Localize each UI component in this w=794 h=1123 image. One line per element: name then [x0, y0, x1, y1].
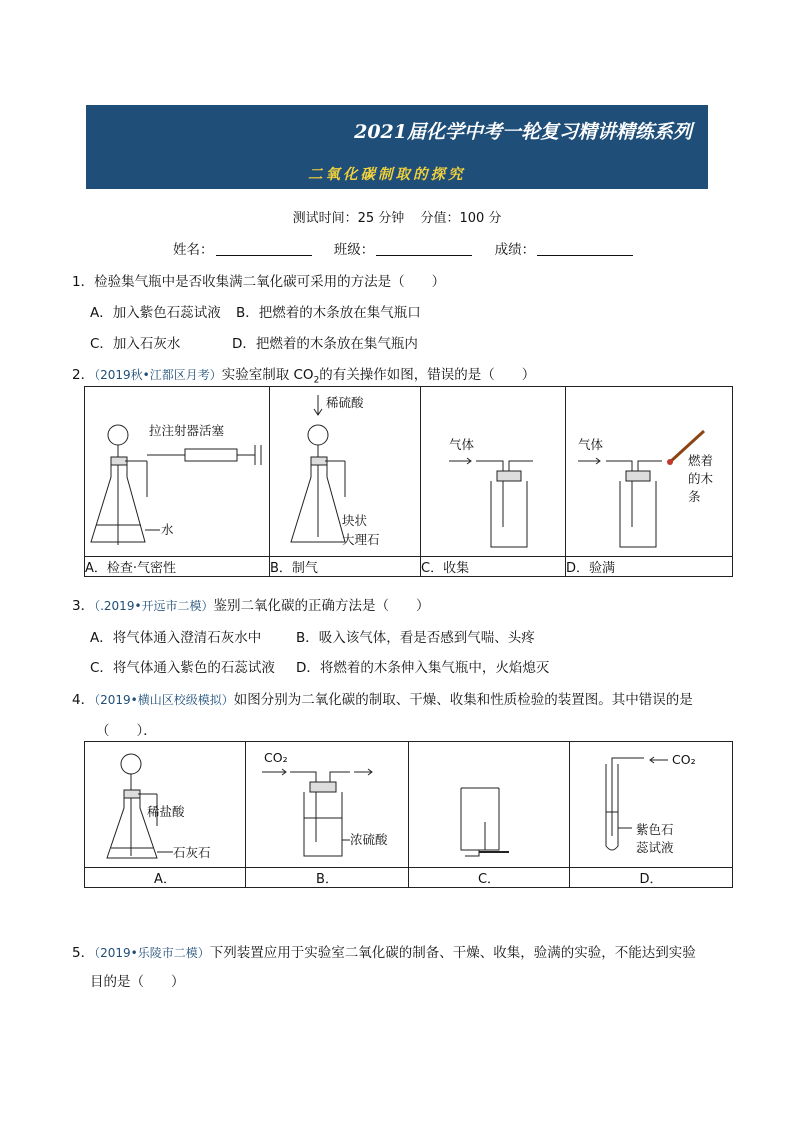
name-label: 姓名： — [173, 242, 214, 258]
q4-a-label-acid: 稀盐酸 — [147, 804, 185, 819]
q2-apparatus-d — [566, 387, 732, 555]
class-label: 班级： — [333, 242, 375, 258]
q2-c-label-gas: 气体 — [449, 437, 475, 452]
q4-source: （2019•横山区校级模拟） — [94, 693, 234, 707]
series-title: 2021届化学中考一轮复习精讲精练系列 — [354, 121, 692, 143]
grade-blank[interactable] — [537, 241, 633, 256]
q3-option-d[interactable]: D．将燃着的木条伸入集气瓶中，火焰熄灭 — [296, 660, 550, 676]
grade-label: 成绩： — [494, 242, 536, 258]
header-banner — [86, 105, 708, 189]
q4-caption-a[interactable]: A． — [85, 868, 246, 888]
test-info — [0, 207, 794, 226]
q2-apparatus-c — [421, 387, 565, 555]
q3-stem — [72, 594, 430, 614]
q2-stem — [72, 363, 535, 386]
q2-d-label-burning: 燃着 — [688, 453, 714, 468]
q2-apparatus-a — [85, 387, 269, 555]
q2-fig-c — [421, 387, 566, 557]
topic-subtitle: 二氧化碳制取的探究 — [308, 167, 466, 183]
q2-a-label-syringe: 拉注射器活塞 — [149, 423, 225, 438]
q2-fig-a — [85, 387, 270, 557]
q4-fig-c — [409, 742, 570, 868]
class-blank[interactable] — [376, 241, 472, 256]
q1-option-a[interactable]: A．加入紫色石蕊试液 — [90, 305, 221, 321]
q4-stem — [72, 688, 693, 708]
q3-option-c[interactable]: C．将气体通入紫色的石蕊试液 — [90, 660, 275, 676]
q4-apparatus-c — [409, 742, 569, 866]
q5-source: （2019•乐陵市二模） — [94, 946, 210, 960]
name-blank[interactable] — [216, 241, 312, 256]
q2-number: 2． — [72, 367, 95, 383]
q1-stem: 1．检验集气瓶中是否收集满二氧化碳可采用的方法是（ ） — [72, 274, 446, 290]
q4-caption-d[interactable]: D． — [570, 868, 733, 888]
student-info — [173, 238, 651, 258]
q2-apparatus-b — [270, 387, 420, 555]
q4-apparatus-b — [246, 742, 408, 866]
q1-option-b[interactable]: B．把燃着的木条放在集气瓶口 — [236, 305, 421, 321]
q2-caption-d[interactable]: D．验满 — [566, 557, 733, 577]
q5-number: 5． — [72, 945, 95, 961]
q4-fig-a — [85, 742, 246, 868]
q2-source: （2019秋•江都区月考） — [94, 368, 222, 382]
q2-d-label-stick: 条 — [688, 489, 701, 504]
q2-stem-b: 的有关操作如图，错误的是（ ） — [319, 367, 536, 383]
q2-d-label-gas: 气体 — [578, 437, 604, 452]
q4-apparatus-a — [85, 742, 245, 866]
q4-a-label-limestone: 石灰石 — [173, 845, 211, 860]
q4-b-label-acid: 浓硫酸 — [350, 832, 388, 847]
q1-option-d[interactable]: D．把燃着的木条放在集气瓶内 — [232, 336, 418, 352]
q5-stem — [72, 941, 696, 961]
q2-caption-b[interactable]: B．制气 — [270, 557, 421, 577]
q2-stem-a: 实验室制取 CO — [221, 367, 314, 383]
q4-stem-cont: （ ）． — [96, 723, 157, 739]
q2-d-label-wood: 的木 — [688, 471, 714, 486]
test-time: 测试时间：25 分钟 — [292, 211, 405, 226]
q4-fig-d — [570, 742, 733, 868]
q3-option-b[interactable]: B．吸入该气体，看是否感到气喘、头疼 — [296, 630, 535, 646]
q3-option-a[interactable]: A．将气体通入澄清石灰水中 — [90, 630, 262, 646]
q4-d-label-litmus2: 蕊试液 — [636, 840, 674, 855]
q4-d-label-co2: CO₂ — [672, 752, 696, 767]
q2-subscript: 2 — [313, 375, 320, 386]
q3-number: 3． — [72, 598, 95, 614]
q2-caption-a[interactable]: A．检查·气密性 — [85, 557, 270, 577]
q2-b-label-marble: 大理石 — [342, 532, 380, 547]
q2-fig-b — [270, 387, 421, 557]
test-score: 分值：100 分 — [420, 211, 502, 226]
q4-b-label-co2: CO₂ — [264, 750, 288, 765]
q2-a-label-water: 水 — [161, 522, 174, 537]
q4-fig-b — [246, 742, 409, 868]
q3-source: （.2019•开远市二模） — [94, 599, 214, 613]
q2-fig-d — [566, 387, 733, 557]
q2-figure-table — [84, 386, 733, 577]
q3-stem-text: 鉴别二氧化碳的正确方法是（ ） — [213, 598, 430, 614]
q4-caption-c[interactable]: C． — [409, 868, 570, 888]
q4-figure-table — [84, 741, 733, 888]
q4-caption-b[interactable]: B． — [246, 868, 409, 888]
q4-apparatus-d — [570, 742, 732, 866]
q2-caption-c[interactable]: C．收集 — [421, 557, 566, 577]
q2-b-label-acid: 稀硫酸 — [326, 395, 364, 410]
q1-option-c[interactable]: C．加入石灰水 — [90, 336, 181, 352]
q4-stem-text: 如图分别为二氧化碳的制取、干燥、收集和性质检验的装置图。其中错误的是 — [233, 692, 693, 708]
q5-stem-text: 下列装置应用于实验室二氧化碳的制备、干燥、收集，验满的实验，不能达到实验 — [209, 945, 696, 961]
q2-b-label-block: 块状 — [342, 513, 368, 528]
q4-number: 4． — [72, 692, 95, 708]
q4-d-label-litmus1: 紫色石 — [636, 822, 674, 837]
q5-stem-cont: 目的是（ ） — [90, 974, 185, 990]
